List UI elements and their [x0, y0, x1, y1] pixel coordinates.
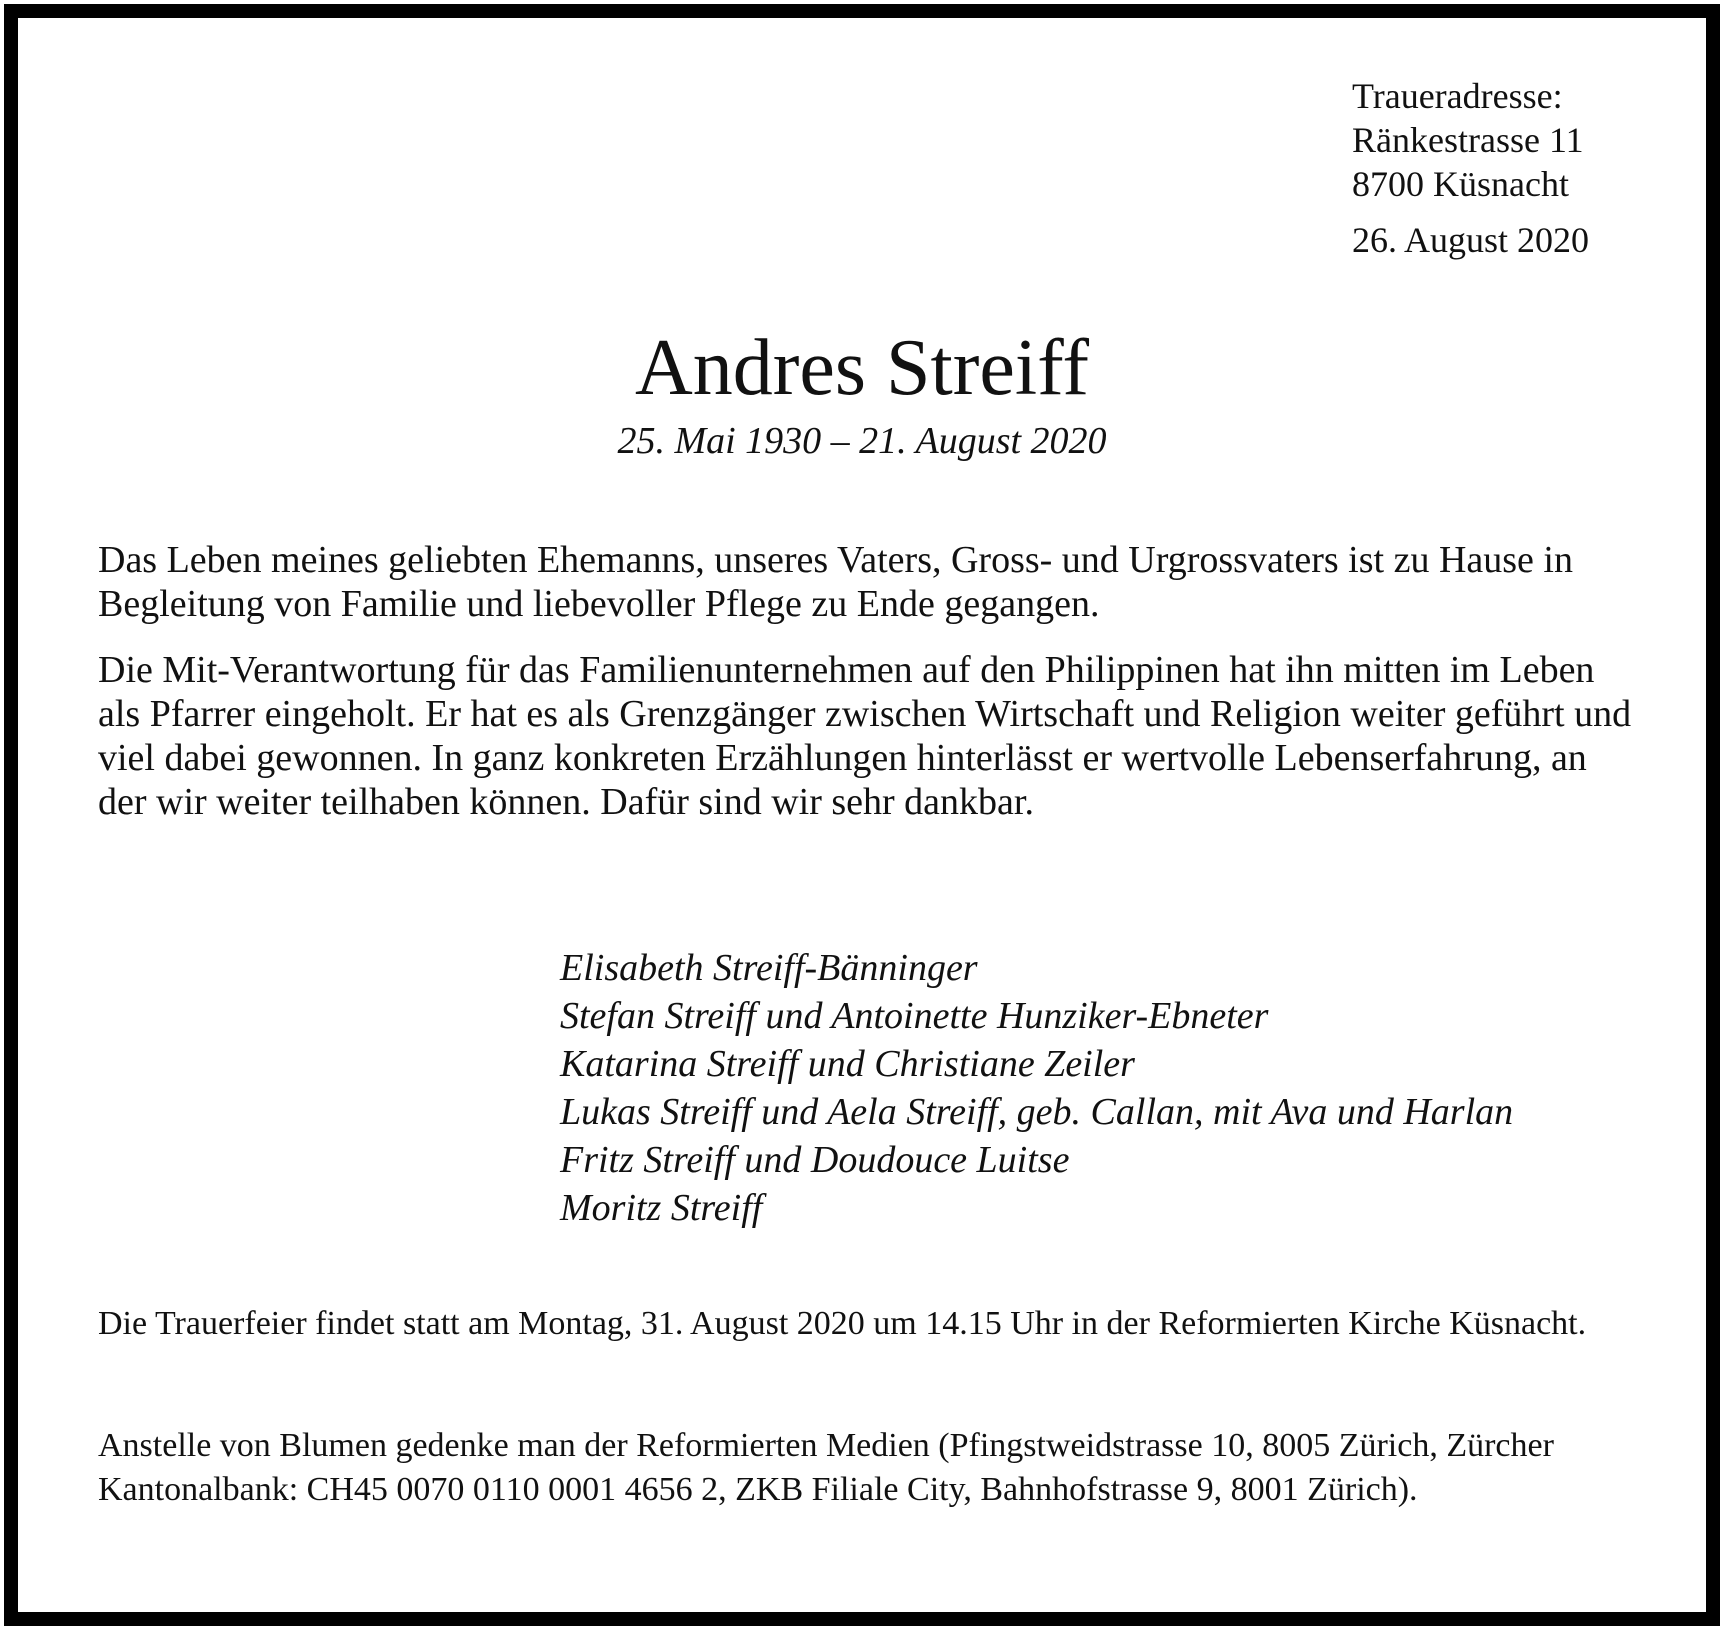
deceased-name: Andres Streiff — [635, 324, 1089, 412]
mourner-name: Lukas Streiff und Aela Streiff, geb. Callan, mit Ava und Harlan — [560, 1091, 1514, 1133]
donation-info: Anstelle von Blumen gedenke man der Reformierten Medien (Pfingstweidstrasse 10, 8005 Zürich, Zürcher Kantonalbank: CH45 0070 0110 0001 4656 2, ZKB Filiale City, Bahnhofstrasse 9, 8001 Zürich). — [98, 1427, 1554, 1508]
address-city: 8700 Küsnacht — [1352, 164, 1569, 204]
notice-date: 26. August 2020 — [1352, 220, 1590, 260]
mourner-name: Fritz Streiff und Doudouce Luitse — [560, 1139, 1070, 1181]
lifespan-dates: 25. Mai 1930 – 21. August 2020 — [617, 420, 1107, 462]
mourning-address — [1352, 74, 1589, 262]
mourner-name: Moritz Streiff — [560, 1187, 763, 1229]
address-street: Ränkestrasse 11 — [1352, 120, 1584, 160]
funeral-service-info: Die Trauerfeier findet statt am Montag, 31. August 2020 um 14.15 Uhr in der Reformierten Kirche Küsnacht. — [98, 1305, 1587, 1342]
mourner-name: Katarina Streiff und Christiane Zeiler — [560, 1043, 1135, 1085]
tribute-paragraph-2: Die Mit-Verantwortung für das Familienunternehmen auf den Philippinen hat ihn mitten im Leben als Pfarrer eingeholt. Er hat es als Grenzgänger zwischen Wirtschaft und Religion weiter geführt und viel dabei gewonnen. In ganz konkreten Erzählungen hinterlässt er wertvolle Lebenserfahrung, an der wir weiter teilhaben können. Dafür sind wir sehr dankbar. — [98, 649, 1632, 823]
mourners-list — [560, 944, 1513, 1232]
mourner-name: Stefan Streiff und Antoinette Hunziker-Ebneter — [560, 995, 1269, 1037]
mourner-name: Elisabeth Streiff-Bänninger — [560, 947, 978, 989]
tribute-paragraph-1: Das Leben meines geliebten Ehemanns, unseres Vaters, Gross- und Urgrossvaters ist zu Hause in Begleitung von Familie und liebevoller Pflege zu Ende gegangen. — [98, 539, 1573, 625]
address-label: Traueradresse: — [1352, 76, 1563, 116]
